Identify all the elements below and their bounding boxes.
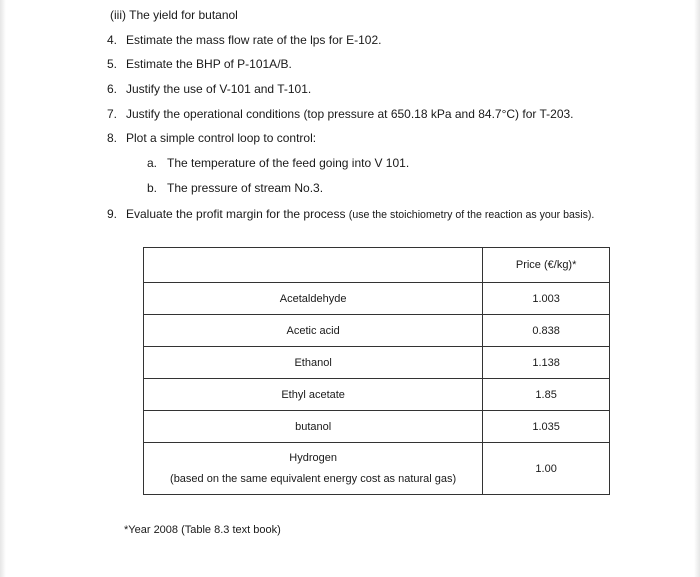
table-header-price: Price (€/kg)*	[483, 248, 610, 283]
subitem-a-text: The temperature of the feed going into V 101.	[167, 156, 410, 170]
question-9-text-main: Evaluate the profit margin for the process	[126, 207, 346, 221]
page-edge-left	[0, 0, 6, 577]
question-6-text: Justify the use of V-101 and T-101.	[126, 82, 312, 96]
question-4-number: 4.	[107, 33, 118, 47]
page-edge-right	[694, 0, 700, 577]
table-row	[144, 347, 610, 379]
table-row	[144, 411, 610, 443]
intro-line: (iii) The yield for butanol	[110, 8, 238, 22]
hydrogen-note: (based on the same equivalent energy cost as natural gas)	[170, 473, 457, 485]
question-5-text: Estimate the BHP of P-101A/B.	[126, 57, 292, 71]
question-8-number: 8.	[107, 131, 118, 145]
compound-price: 1.035	[483, 411, 610, 443]
compound-name: Ethyl acetate	[144, 379, 483, 411]
table-row	[144, 283, 610, 315]
compound-name: Hydrogen	[289, 452, 337, 464]
subitem-b-letter: b.	[147, 181, 158, 195]
table-row	[144, 315, 610, 347]
question-7-number: 7.	[107, 107, 118, 121]
subitem-a-letter: a.	[147, 156, 158, 170]
compound-price: 1.00	[483, 443, 610, 495]
compound-name: Acetaldehyde	[144, 283, 483, 315]
compound-name: Ethanol	[144, 347, 483, 379]
hydrogen-cell	[144, 443, 483, 495]
compound-price: 1.85	[483, 379, 610, 411]
question-9-text-note: (use the stoichiometry of the reaction as your basis).	[348, 209, 595, 221]
compound-price: 0.838	[483, 315, 610, 347]
price-table	[143, 247, 610, 495]
compound-price: 1.138	[483, 347, 610, 379]
table-row	[144, 379, 610, 411]
question-6-number: 6.	[107, 82, 118, 96]
compound-name: Acetic acid	[144, 315, 483, 347]
table-header-row	[144, 248, 610, 283]
question-5-number: 5.	[107, 57, 118, 71]
compound-name: butanol	[144, 411, 483, 443]
table-row-hydrogen	[144, 443, 610, 495]
question-9-text	[126, 207, 594, 222]
question-9-number: 9.	[107, 207, 118, 221]
question-4-text: Estimate the mass flow rate of the lps for E-102.	[126, 33, 382, 47]
question-8-text: Plot a simple control loop to control:	[126, 131, 317, 145]
question-7-text: Justify the operational conditions (top pressure at 650.18 kPa and 84.7°C) for T-203.	[126, 107, 574, 121]
table-header-blank	[144, 248, 483, 283]
subitem-b-text: The pressure of stream No.3.	[167, 181, 324, 195]
footnote: *Year 2008 (Table 8.3 text book)	[124, 524, 281, 536]
compound-price: 1.003	[483, 283, 610, 315]
